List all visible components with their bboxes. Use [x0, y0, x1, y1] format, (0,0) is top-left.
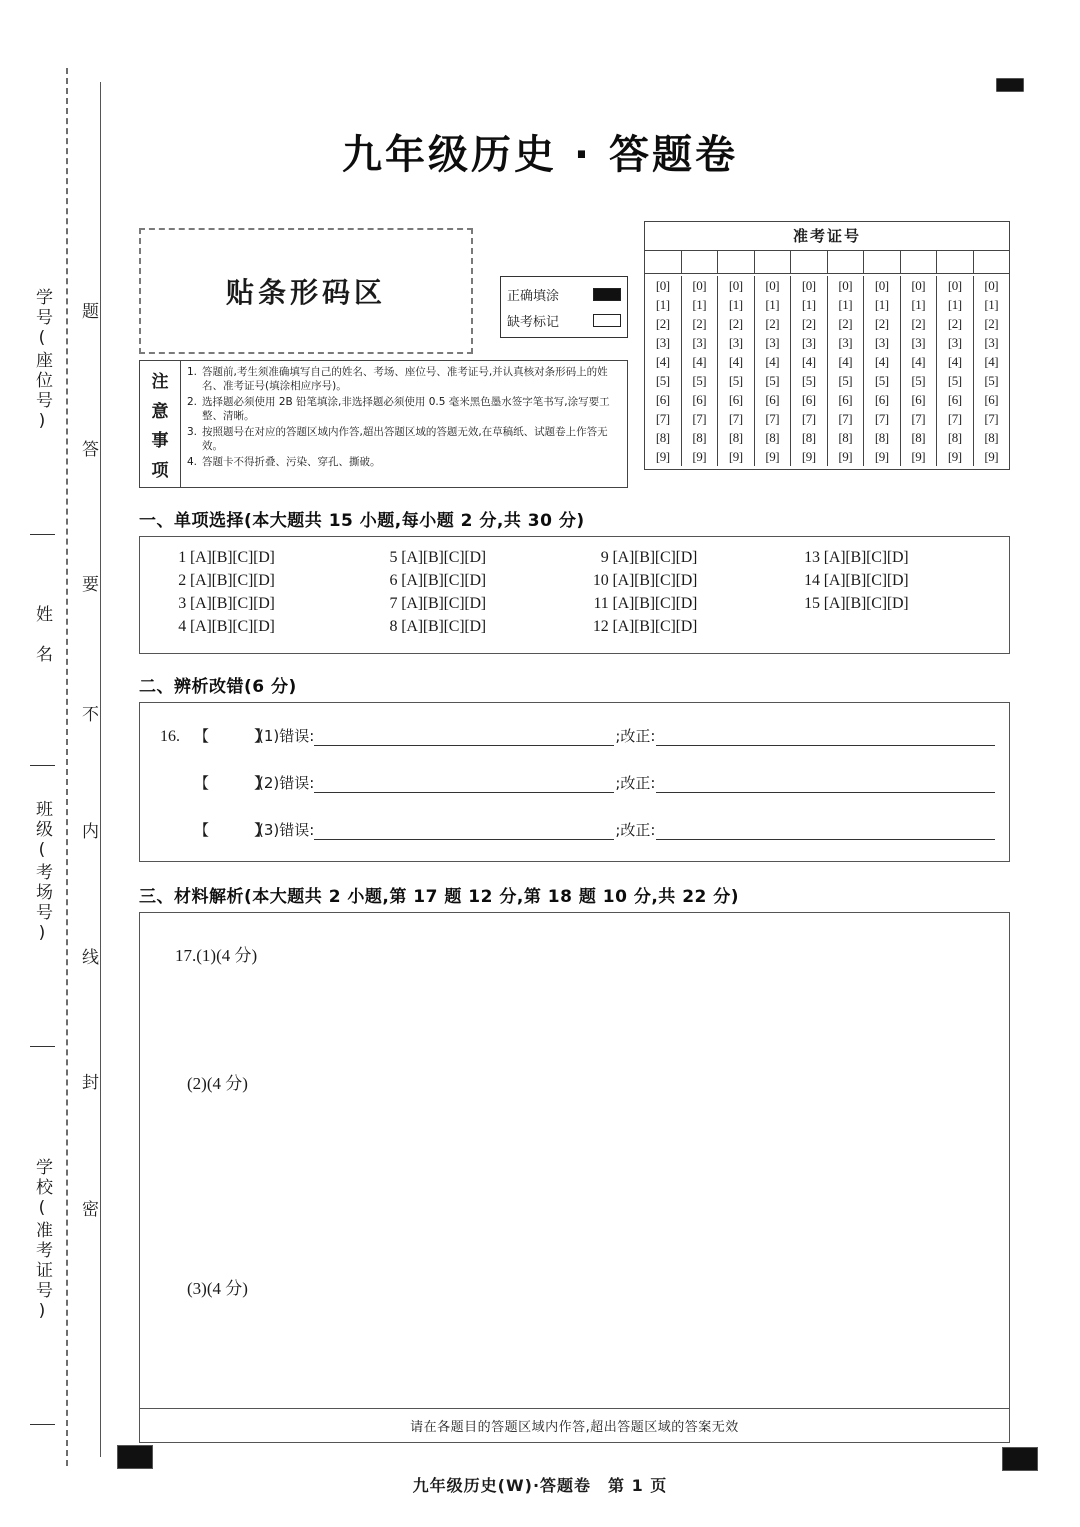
exam-number-title: 准考证号 — [645, 222, 1009, 251]
correction-judgement-bracket[interactable]: 【 】 — [194, 821, 270, 839]
correction-error-input-line[interactable] — [314, 731, 614, 746]
section-3-heading: 三、材料解析(本大题共 2 小题,第 17 题 12 分,第 18 题 10 分,共 22 分) — [139, 887, 740, 907]
side-field-student-number: 学号(座位号) — [30, 288, 55, 535]
multiple-choice-options[interactable]: [A][B][C][D] — [612, 572, 698, 589]
exam-number-bubble[interactable]: [2] — [801, 316, 816, 331]
exam-number-bubble[interactable]: [0] — [765, 278, 780, 293]
multiple-choice-row[interactable] — [798, 569, 1009, 592]
multiple-choice-options[interactable]: [A][B][C][D] — [190, 618, 275, 635]
exam-number-writein-cell[interactable] — [682, 251, 719, 273]
multiple-choice-options[interactable]: [A][B][C][D] — [823, 549, 909, 566]
side-field-name: 姓 名 — [30, 605, 55, 766]
exam-number-bubble[interactable]: [0] — [801, 278, 816, 293]
exam-number-bubble[interactable]: [2] — [874, 316, 889, 331]
notice-label-char-0: 注 — [151, 372, 169, 393]
exam-number-digit-column[interactable] — [791, 276, 828, 466]
exam-number-bubble[interactable]: [5] — [765, 373, 780, 388]
exam-number-bubble[interactable]: [1] — [801, 297, 816, 312]
exam-number-bubble[interactable]: [1] — [984, 297, 999, 312]
multiple-choice-question-number: 10 — [592, 572, 609, 589]
seal-char-0: 题 — [78, 302, 98, 319]
exam-number-bubble[interactable]: [6] — [728, 392, 743, 407]
exam-number-bubble[interactable]: [5] — [801, 373, 816, 388]
legend-absent-label: 缺考标记 — [507, 314, 560, 330]
notice-item-number: 3. — [187, 425, 198, 438]
correction-fix-input-line[interactable] — [656, 731, 995, 746]
notice-label-char-1: 意 — [151, 401, 169, 422]
correction-error-input-line[interactable] — [314, 825, 614, 840]
exam-number-bubble[interactable]: [0] — [728, 278, 743, 293]
multiple-choice-row[interactable] — [798, 546, 1009, 569]
footer-page-label: 九年级历史(W)·答题卷 第 1 页 — [412, 1476, 668, 1495]
exam-number-bubble[interactable]: [2] — [984, 316, 999, 331]
legend-row-correct — [507, 281, 621, 307]
exam-number-bubble[interactable]: [2] — [655, 316, 670, 331]
seal-char-6: 封 — [78, 1073, 98, 1090]
notice-label-char-3: 项 — [151, 460, 169, 481]
legend-correct-label: 正确填涂 — [507, 288, 560, 304]
exam-number-bubble[interactable]: [3] — [874, 335, 889, 350]
section-1-heading: 一、单项选择(本大题共 15 小题,每小题 2 分,共 30 分) — [139, 511, 585, 531]
multiple-choice-options[interactable]: [A][B][C][D] — [401, 549, 486, 566]
multiple-choice-row[interactable] — [587, 569, 798, 592]
multiple-choice-question-number: 6 — [389, 572, 398, 589]
notice-item-list — [181, 361, 627, 487]
seal-char-1: 答 — [78, 440, 98, 457]
barcode-paste-area — [139, 228, 473, 354]
exam-number-writein-row[interactable] — [645, 251, 1009, 274]
exam-number-bubble[interactable]: [1] — [947, 297, 962, 312]
exam-number-digit-column[interactable] — [682, 276, 719, 466]
correction-fix-input-line[interactable] — [656, 825, 995, 840]
exam-number-bubble[interactable]: [5] — [728, 373, 743, 388]
multiple-choice-options[interactable]: [A][B][C][D] — [612, 618, 698, 635]
notice-item — [187, 395, 621, 424]
exam-number-bubble[interactable]: [0] — [838, 278, 853, 293]
correction-error-label: (2)错误: — [258, 774, 315, 792]
multiple-choice-row[interactable] — [164, 546, 375, 569]
exam-number-bubble[interactable]: [8] — [984, 430, 999, 445]
exam-number-bubble[interactable]: [7] — [765, 411, 780, 426]
multiple-choice-row[interactable] — [164, 569, 375, 592]
multiple-choice-options[interactable]: [A][B][C][D] — [401, 572, 486, 589]
multiple-choice-options[interactable]: [A][B][C][D] — [190, 549, 275, 566]
multiple-choice-question-number: 5 — [389, 549, 398, 566]
exam-number-bubble[interactable]: [5] — [838, 373, 853, 388]
exam-number-bubble[interactable]: [8] — [728, 430, 743, 445]
exam-number-bubble[interactable]: [6] — [984, 392, 999, 407]
exam-number-writein-cell[interactable] — [718, 251, 755, 273]
exam-number-bubble[interactable]: [0] — [947, 278, 962, 293]
exam-number-bubble[interactable]: [4] — [765, 354, 780, 369]
exam-number-writein-cell[interactable] — [791, 251, 828, 273]
exam-number-bubble[interactable]: [4] — [728, 354, 743, 369]
exam-number-bubble[interactable]: [2] — [728, 316, 743, 331]
multiple-choice-options[interactable]: [A][B][C][D] — [612, 595, 698, 612]
seal-dashed-line — [66, 68, 68, 1466]
multiple-choice-row[interactable] — [587, 615, 798, 638]
exam-number-writein-cell[interactable] — [974, 251, 1010, 273]
correction-judgement-bracket[interactable]: 【 】 — [194, 774, 270, 792]
multiple-choice-question-number: 9 — [600, 549, 609, 566]
notice-item — [187, 455, 621, 469]
multiple-choice-row[interactable] — [798, 592, 1009, 615]
notice-item-text: 按照题号在对应的答题区域内作答,超出答题区域的答题无效,在草稿纸、试题卷上作答无效。 — [202, 425, 608, 453]
exam-number-bubble[interactable]: [3] — [984, 335, 999, 350]
exam-number-bubble[interactable]: [5] — [947, 373, 962, 388]
multiple-choice-question-number: 14 — [804, 572, 820, 589]
exam-number-bubble[interactable]: [6] — [801, 392, 816, 407]
correction-row[interactable] — [160, 819, 995, 840]
exam-number-bubble[interactable]: [7] — [801, 411, 816, 426]
empty-bubble-icon — [593, 314, 621, 327]
multiple-choice-question-number: 15 — [804, 595, 820, 612]
correction-judgement-bracket[interactable]: 【 】 — [194, 727, 270, 745]
exam-number-bubble[interactable]: [4] — [838, 354, 853, 369]
multiple-choice-row[interactable] — [375, 615, 586, 638]
exam-number-writein-cell[interactable] — [864, 251, 901, 273]
multiple-choice-column — [375, 546, 586, 653]
exam-number-bubble[interactable]: [0] — [692, 278, 707, 293]
exam-number-writein-cell[interactable] — [645, 251, 682, 273]
multiple-choice-row[interactable] — [164, 615, 375, 638]
exam-number-bubble[interactable]: [8] — [911, 430, 926, 445]
exam-number-bubble[interactable]: [9] — [874, 449, 889, 464]
exam-number-bubble[interactable]: [6] — [874, 392, 889, 407]
exam-number-bubble[interactable]: [9] — [655, 449, 670, 464]
exam-number-bubble[interactable]: [8] — [692, 430, 707, 445]
exam-number-bubble[interactable]: [6] — [838, 392, 853, 407]
registration-mark-bottom-left — [117, 1445, 153, 1469]
exam-number-bubble[interactable]: [9] — [801, 449, 816, 464]
multiple-choice-options[interactable]: [A][B][C][D] — [401, 595, 486, 612]
multiple-choice-question-number: 2 — [178, 572, 186, 589]
exam-number-bubble[interactable]: [2] — [947, 316, 962, 331]
correction-fix-label: ;改正: — [615, 821, 656, 839]
exam-number-bubble[interactable]: [6] — [911, 392, 926, 407]
exam-number-bubble[interactable]: [8] — [874, 430, 889, 445]
exam-number-bubble[interactable]: [3] — [728, 335, 743, 350]
seal-char-3: 不 — [78, 705, 98, 722]
exam-number-bubble[interactable]: [9] — [728, 449, 743, 464]
exam-number-digit-column[interactable] — [718, 276, 755, 466]
multiple-choice-answer-box[interactable] — [139, 536, 1010, 654]
correction-error-label: (1)错误: — [258, 727, 315, 745]
exam-number-bubble[interactable]: [0] — [874, 278, 889, 293]
exam-number-writein-cell[interactable] — [901, 251, 938, 273]
exam-number-bubble[interactable]: [3] — [765, 335, 780, 350]
exam-number-bubble[interactable]: [4] — [947, 354, 962, 369]
exam-number-bubble[interactable]: [6] — [692, 392, 707, 407]
exam-number-bubble[interactable]: [7] — [947, 411, 962, 426]
exam-number-writein-cell[interactable] — [755, 251, 792, 273]
exam-number-digit-column[interactable] — [828, 276, 865, 466]
section-3-answer-box[interactable] — [139, 912, 1010, 1409]
exam-number-bubble[interactable]: [1] — [728, 297, 743, 312]
exam-number-bubble[interactable]: [1] — [655, 297, 670, 312]
correction-error-label: (3)错误: — [258, 821, 315, 839]
exam-number-bubble[interactable]: [0] — [655, 278, 670, 293]
seal-char-5: 线 — [78, 948, 98, 965]
exam-number-bubble[interactable]: [5] — [692, 373, 707, 388]
multiple-choice-question-number: 11 — [593, 595, 609, 612]
exam-number-bubble[interactable]: [7] — [692, 411, 707, 426]
exam-number-bubble[interactable]: [2] — [765, 316, 780, 331]
exam-number-bubble[interactable]: [5] — [874, 373, 889, 388]
multiple-choice-question-number: 12 — [592, 618, 609, 635]
exam-number-bubble[interactable]: [8] — [947, 430, 962, 445]
exam-number-bubble[interactable]: [8] — [801, 430, 816, 445]
notice-item-text: 答题前,考生须准确填写自己的姓名、考场、座位号、准考证号,并认真核对条形码上的姓名、准考证号(填涂相应序号)。 — [202, 366, 608, 393]
exam-number-bubble[interactable]: [8] — [838, 430, 853, 445]
exam-number-bubble[interactable]: [4] — [801, 354, 816, 369]
registration-mark-bottom-right — [1002, 1447, 1038, 1471]
section-2-answer-box[interactable] — [139, 702, 1010, 862]
exam-number-bubble[interactable]: [7] — [911, 411, 926, 426]
exam-number-bubble[interactable]: [9] — [692, 449, 707, 464]
exam-number-bubble[interactable]: [3] — [692, 335, 707, 350]
exam-number-bubble[interactable]: [1] — [911, 297, 926, 312]
exam-number-digit-column[interactable] — [974, 276, 1010, 466]
correction-fix-input-line[interactable] — [656, 778, 995, 793]
exam-number-bubble[interactable]: [3] — [947, 335, 962, 350]
exam-number-bubble[interactable]: [6] — [947, 392, 962, 407]
exam-number-bubble[interactable]: [7] — [874, 411, 889, 426]
exam-number-digit-column[interactable] — [755, 276, 792, 466]
notice-item-text: 选择题必须使用 2B 铅笔填涂,非选择题必须使用 0.5 毫米黑色墨水签字笔书写,涂写要工整、清晰。 — [202, 395, 610, 423]
multiple-choice-question-number: 3 — [178, 595, 186, 612]
exam-number-digit-column[interactable] — [864, 276, 901, 466]
exam-number-writein-cell[interactable] — [828, 251, 865, 273]
multiple-choice-row[interactable] — [587, 592, 798, 615]
multiple-choice-row[interactable] — [375, 546, 586, 569]
exam-number-digit-column[interactable] — [901, 276, 938, 466]
notice-item — [187, 425, 621, 454]
seal-char-2: 要 — [78, 575, 98, 592]
multiple-choice-question-number: 13 — [804, 549, 820, 566]
exam-number-bubble[interactable]: [3] — [838, 335, 853, 350]
multiple-choice-options[interactable]: [A][B][C][D] — [190, 595, 275, 612]
exam-number-writein-cell[interactable] — [937, 251, 974, 273]
exam-number-bubble[interactable]: [1] — [692, 297, 707, 312]
exam-number-bubble-grid[interactable] — [645, 274, 1009, 469]
multiple-choice-row[interactable] — [375, 569, 586, 592]
exam-number-bubble[interactable]: [2] — [692, 316, 707, 331]
exam-number-bubble[interactable]: [3] — [801, 335, 816, 350]
correction-fix-label: ;改正: — [615, 727, 656, 745]
sub-question-17-2: (2)(4 分) — [187, 1074, 248, 1093]
sub-question-17-1: 17.(1)(4 分) — [175, 946, 258, 965]
barcode-area-label: 贴条形码区 — [225, 276, 386, 309]
multiple-choice-options[interactable]: [A][B][C][D] — [190, 572, 275, 589]
exam-number-bubble[interactable]: [7] — [984, 411, 999, 426]
exam-number-bubble[interactable]: [7] — [728, 411, 743, 426]
exam-number-digit-column[interactable] — [645, 276, 682, 466]
exam-number-bubble[interactable]: [9] — [911, 449, 926, 464]
exam-number-bubble[interactable]: [5] — [655, 373, 670, 388]
exam-number-bubble[interactable]: [2] — [838, 316, 853, 331]
multiple-choice-row[interactable] — [164, 592, 375, 615]
sub-question-17-3: (3)(4 分) — [187, 1279, 248, 1298]
exam-number-bubble[interactable]: [2] — [911, 316, 926, 331]
correction-fix-label: ;改正: — [615, 774, 656, 792]
exam-number-bubble[interactable]: [4] — [655, 354, 670, 369]
multiple-choice-question-number: 4 — [178, 618, 186, 635]
exam-number-bubble[interactable]: [7] — [838, 411, 853, 426]
exam-number-bubble[interactable]: [8] — [655, 430, 670, 445]
exam-number-bubble[interactable]: [4] — [911, 354, 926, 369]
exam-number-bubble[interactable]: [9] — [838, 449, 853, 464]
exam-number-bubble[interactable]: [5] — [911, 373, 926, 388]
exam-number-bubble[interactable]: [1] — [838, 297, 853, 312]
notice-item-number: 2. — [187, 395, 198, 408]
correction-question-number: 16. — [160, 728, 180, 745]
exam-number-bubble[interactable]: [5] — [984, 373, 999, 388]
exam-number-bubble[interactable]: [4] — [874, 354, 889, 369]
multiple-choice-options[interactable]: [A][B][C][D] — [823, 595, 909, 612]
exam-number-bubble[interactable]: [3] — [655, 335, 670, 350]
multiple-choice-question-number: 7 — [389, 595, 398, 612]
seal-char-7: 密 — [78, 1200, 98, 1217]
notice-item — [187, 365, 621, 394]
multiple-choice-column — [587, 546, 798, 653]
section-2-heading: 二、辨析改错(6 分) — [139, 677, 297, 697]
exam-number-bubble[interactable]: [4] — [984, 354, 999, 369]
notice-item-number: 4. — [187, 455, 198, 468]
exam-number-bubble[interactable]: [9] — [984, 449, 999, 464]
notice-box — [139, 360, 628, 488]
exam-number-bubble[interactable]: [3] — [911, 335, 926, 350]
exam-number-bubble[interactable]: [6] — [765, 392, 780, 407]
exam-number-digit-column[interactable] — [937, 276, 974, 466]
exam-number-bubble[interactable]: [4] — [692, 354, 707, 369]
multiple-choice-column — [798, 546, 1009, 653]
notice-item-number: 1. — [187, 366, 198, 378]
exam-number-bubble[interactable]: [0] — [984, 278, 999, 293]
filled-bubble-icon — [593, 288, 621, 301]
exam-number-bubble[interactable]: [1] — [874, 297, 889, 312]
multiple-choice-row[interactable] — [375, 592, 586, 615]
notice-item-text: 答题卡不得折叠、污染、穿孔、撕破。 — [202, 455, 381, 468]
exam-number-bubble[interactable]: [9] — [765, 449, 780, 464]
page-title: 九年级历史 · 答题卷 — [341, 132, 739, 178]
multiple-choice-question-number: 1 — [178, 549, 186, 566]
multiple-choice-row[interactable] — [587, 546, 798, 569]
multiple-choice-options[interactable]: [A][B][C][D] — [401, 618, 486, 635]
notice-label — [140, 361, 181, 487]
multiple-choice-question-number: 8 — [389, 618, 398, 635]
legend-row-absent — [507, 307, 621, 333]
correction-error-input-line[interactable] — [314, 778, 614, 793]
exam-number-bubble[interactable]: [7] — [655, 411, 670, 426]
fill-legend — [500, 276, 628, 338]
exam-number-bubble[interactable]: [8] — [765, 430, 780, 445]
exam-number-bubble[interactable]: [9] — [947, 449, 962, 464]
footer-note: 请在各题目的答题区域内作答,超出答题区域的答案无效 — [139, 1409, 1010, 1443]
multiple-choice-options[interactable]: [A][B][C][D] — [612, 549, 698, 566]
notice-label-char-2: 事 — [151, 431, 169, 452]
side-field-school: 学校(准考证号) — [30, 1158, 55, 1425]
correction-row[interactable] — [160, 725, 995, 746]
multiple-choice-options[interactable]: [A][B][C][D] — [823, 572, 909, 589]
side-field-class: 班级(考场号) — [30, 800, 55, 1047]
exam-number-bubble[interactable]: [0] — [911, 278, 926, 293]
multiple-choice-column — [164, 546, 375, 653]
correction-row[interactable] — [160, 772, 995, 793]
exam-number-bubble[interactable]: [1] — [765, 297, 780, 312]
registration-mark-top-right — [996, 78, 1024, 92]
seal-solid-line — [100, 82, 101, 1457]
exam-number-bubble[interactable]: [6] — [655, 392, 670, 407]
exam-number-table — [644, 221, 1010, 470]
seal-char-4: 内 — [78, 822, 98, 839]
